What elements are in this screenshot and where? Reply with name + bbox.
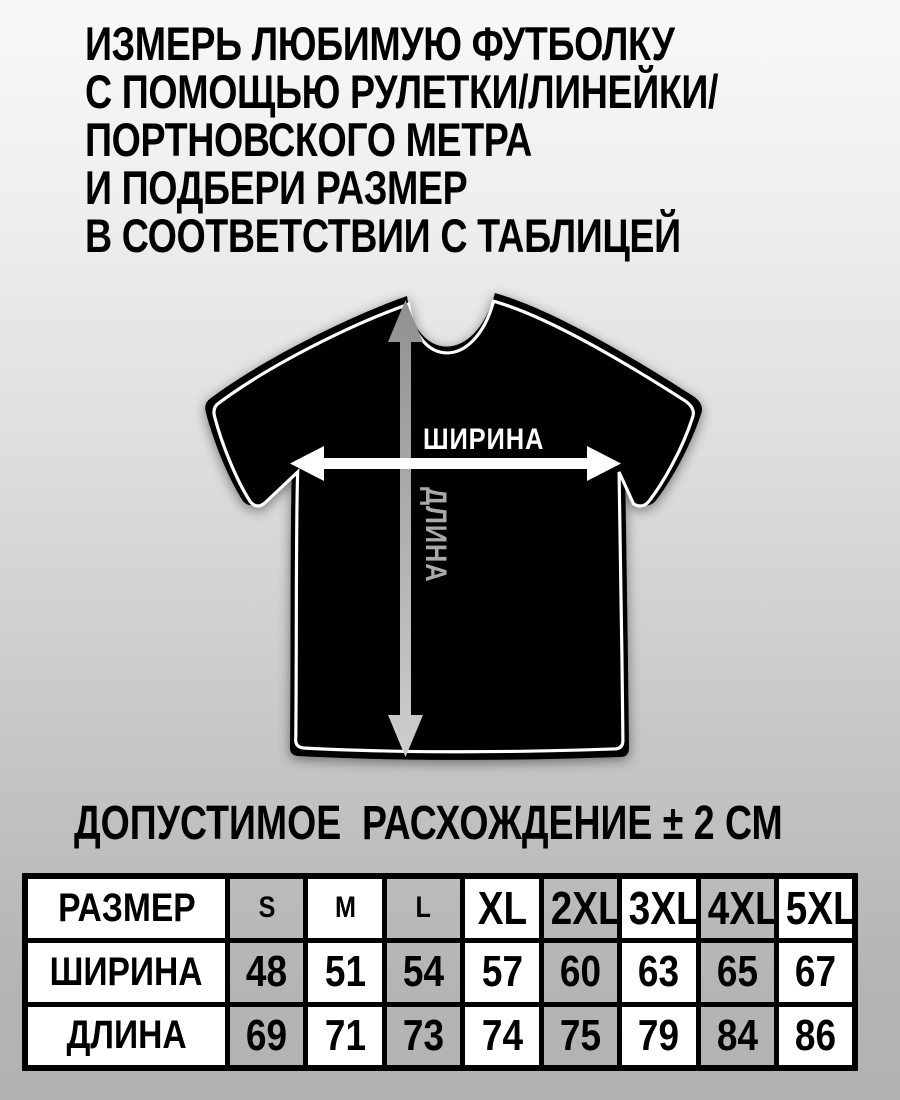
instructions-heading bbox=[85, 17, 719, 262]
size-value: 65 bbox=[698, 940, 776, 1004]
size-value: 71 bbox=[306, 1004, 384, 1068]
size-column-header: XL bbox=[463, 876, 541, 940]
size-column-header: S bbox=[228, 876, 306, 940]
length-row bbox=[25, 1004, 855, 1068]
size-value: 69 bbox=[228, 1004, 306, 1068]
width-measure-label: ШИРИНА bbox=[423, 423, 545, 456]
size-value: 86 bbox=[776, 1004, 855, 1068]
size-column-header: 3XL bbox=[620, 876, 698, 940]
length-measure-label: ДЛИНА bbox=[419, 487, 452, 583]
size-value: 63 bbox=[620, 940, 698, 1004]
size-value: 54 bbox=[384, 940, 462, 1004]
table-header-row bbox=[25, 876, 855, 940]
size-value: 60 bbox=[541, 940, 619, 1004]
size-value: 84 bbox=[698, 1004, 776, 1068]
width-row bbox=[25, 940, 855, 1004]
instruction-line: ИЗМЕРЬ ЛЮБИМУЮ ФУТБОЛКУ bbox=[85, 17, 675, 70]
size-value: 79 bbox=[620, 1004, 698, 1068]
instruction-line: С ПОМОЩЬЮ РУЛЕТКИ/ЛИНЕЙКИ/ bbox=[85, 65, 719, 118]
size-value: 67 bbox=[776, 940, 855, 1004]
instruction-line: ПОРТНОВСКОГО МЕТРА bbox=[85, 113, 532, 166]
size-value: 57 bbox=[463, 940, 541, 1004]
tshirt-inner-outline bbox=[214, 301, 693, 752]
size-column-header: 5XL bbox=[776, 876, 855, 940]
size-column-header: L bbox=[384, 876, 462, 940]
size-table bbox=[22, 873, 858, 1071]
size-column-header: РАЗМЕР bbox=[25, 876, 228, 940]
instruction-line: В СООТВЕТСТВИИ С ТАБЛИЦЕЙ bbox=[85, 209, 681, 262]
instruction-line: И ПОДБЕРИ РАЗМЕР bbox=[85, 161, 468, 214]
size-column-header: M bbox=[306, 876, 384, 940]
size-value: 74 bbox=[463, 1004, 541, 1068]
size-value: 73 bbox=[384, 1004, 462, 1068]
tshirt-illustration bbox=[185, 283, 725, 788]
size-value: 48 bbox=[228, 940, 306, 1004]
row-label: ДЛИНА bbox=[25, 1004, 228, 1068]
size-value: 75 bbox=[541, 1004, 619, 1068]
size-column-header: 4XL bbox=[698, 876, 776, 940]
size-value: 51 bbox=[306, 940, 384, 1004]
row-label: ШИРИНА bbox=[25, 940, 228, 1004]
size-column-header: 2XL bbox=[541, 876, 619, 940]
tolerance-note: ДОПУСТИМОЕ РАСХОЖДЕНИЕ ± 2 СМ bbox=[74, 797, 783, 850]
